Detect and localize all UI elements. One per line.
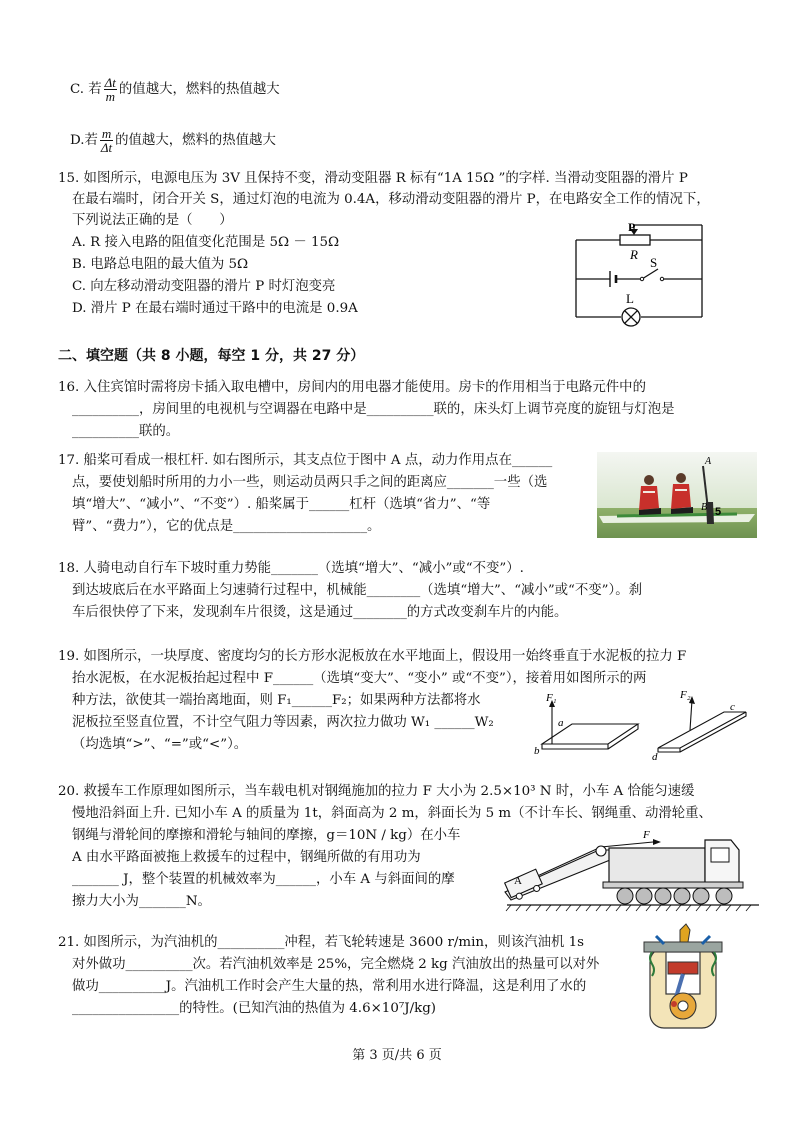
section-title: 二、填空题（共 8 小题，每空 1 分，共 27 分） — [58, 348, 365, 364]
q14-d-text: 的值越大，燃料的热值越大 — [115, 133, 276, 148]
q15-option-c: C. 向左移动滑动变阻器的滑片 P 时灯泡变亮 — [72, 279, 336, 294]
boat-number: 5 — [715, 506, 722, 518]
q20-line1: 20. 救援车工作原理如图所示，当车载电机对钢绳施加的拉力 F 大小为 2.5×10³ N 时，小车 A 恰能匀速缓 — [58, 784, 695, 799]
q19-line1: 19. 如图所示，一块厚度、密度均匀的长方形水泥板放在水平地面上，假设用一始终垂直于水泥板的拉力 F — [58, 649, 687, 664]
q18-line2: 到达坡底后在水平路面上匀速骑行过程中，机械能________（选填“增大”、“减小”或“不变”）。刹 — [72, 583, 642, 598]
q17-line4: 臂”、“费力”），它的优点是____________________。 — [72, 519, 381, 534]
fraction-numerator: m — [101, 126, 112, 141]
label-l: L — [626, 291, 634, 306]
label-f1: F₁ — [546, 692, 557, 704]
q20-line2: 慢地沿斜面上升. 已知小车 A 的质量为 1t，斜面高为 2 m，斜面长为 5 m（不计车长、钢绳重、动滑轮重、 — [72, 806, 712, 821]
q16-line3: __________联的。 — [72, 424, 180, 439]
q21-line2: 对外做功__________次。若汽油机效率是 25%，完全燃烧 2 kg 汽油放出的热量可以对外 — [72, 957, 600, 972]
q20-line3: 钢绳与滑轮间的摩擦和滑轮与轴间的摩擦，g＝10N / kg）在小车 — [72, 828, 461, 843]
q19-line5: （均选填“>”、“=”或“<”）。 — [72, 737, 248, 752]
q21-line3: 做功__________J。汽油机工作时会产生大量的热，常利用水进行降温，这是利用了水的 — [72, 979, 587, 994]
q14-option-c — [70, 76, 280, 103]
label-b: B — [701, 502, 708, 513]
q14-d-prefix: D.若 — [70, 133, 98, 148]
q19-line2: 抬水泥板，在水泥板抬起过程中 F______（选填“变大”、“变小” 或“不变”），接着用如图所示的两 — [72, 671, 647, 686]
q18-line3: 车后很快停了下来，发现刹车片很烫，这是通过________的方式改变刹车片的内能。 — [72, 605, 568, 620]
label-f: F — [643, 829, 650, 841]
q15-stem-line3: 下列说法正确的是（ ） — [72, 213, 233, 228]
q20-line5: _______ J，整个装置的机械效率为______，小车 A 与斜面间的摩 — [72, 872, 455, 887]
q16-line2: __________，房间里的电视机与空调器在电路中是__________联的，床头灯上调节亮度的旋钮与灯泡是 — [72, 402, 675, 417]
q15-stem-line1: 15. 如图所示，电源电压为 3V 且保持不变，滑动变阻器 R 标有“1A 15Ω ”的字样. 当滑动变阻器的滑片 P — [58, 171, 688, 186]
q17-line3: 填“增大”、“减小”、“不变”）. 船桨属于______杠杆（选填“省力”、“等 — [72, 497, 491, 512]
q21-line4: ________________的特性。(已知汽油的热值为 4.6×10⁷J/kg) — [72, 1001, 437, 1016]
q20-rescue-truck-diagram — [503, 826, 763, 916]
q19-slab-diagram — [530, 688, 770, 764]
label-r: R — [630, 247, 638, 262]
label-car-a: A — [514, 875, 522, 887]
label-c: c — [730, 701, 735, 713]
page-number: 第 3 页/共 6 页 — [352, 1048, 442, 1063]
q15-option-d: D. 滑片 P 在最右端时通过干路中的电流是 0.9A — [72, 301, 358, 316]
fraction-denominator: m — [105, 89, 115, 104]
q18-line1: 18. 人骑电动自行车下坡时重力势能_______（选填“增大”、“减小”或“不变”）. — [58, 561, 524, 576]
q14-d-fraction — [100, 127, 113, 154]
fraction-numerator: Δt — [104, 75, 116, 90]
q20-line4: A 由水平路面被拖上救援车的过程中，钢绳所做的有用功为 — [72, 850, 421, 865]
q17-line1: 17. 船桨可看成一根杠杆. 如右图所示，其支点位于图中 A 点，动力作用点在______ — [58, 453, 553, 468]
q15-circuit-diagram — [570, 220, 710, 328]
q20-line6: 擦力大小为_______N。 — [72, 894, 211, 909]
label-b: b — [534, 745, 540, 757]
q15-option-b: B. 电路总电阻的最大值为 5Ω — [72, 257, 249, 272]
q17-rowing-photo — [597, 452, 757, 538]
q14-c-prefix: C. 若 — [70, 82, 102, 97]
label-p: P — [628, 220, 636, 234]
q16-line1: 16. 入住宾馆时需将房卡插入取电槽中，房间内的用电器才能使用。房卡的作用相当于电路元件中的 — [58, 380, 646, 395]
label-f2: F₂ — [680, 689, 691, 701]
label-a: a — [558, 717, 564, 729]
q15-option-a: A. R 接入电路的阻值变化范围是 5Ω － 15Ω — [72, 235, 340, 250]
q19-line4: 泥板拉至竖直位置，不计空气阻力等因素，两次拉力做功 W₁ ______W₂ — [72, 715, 494, 730]
q14-c-fraction — [104, 76, 117, 103]
label-d: d — [652, 751, 658, 763]
label-s: S — [650, 255, 658, 270]
q17-line2: 点，要使划船时所用的力小一些，则运动员两只手之间的距离应_______一些（选 — [72, 475, 548, 490]
q21-line1: 21. 如图所示，为汽油机的__________冲程，若飞轮转速是 3600 r/min，则该汽油机 1s — [58, 935, 585, 950]
q14-option-d — [70, 127, 276, 154]
q15-stem-line2: 在最右端时，闭合开关 S，通过灯泡的电流为 0.4A，移动滑动变阻器的滑片 P，在电路安全工作的情况下， — [72, 192, 710, 207]
label-a: A — [705, 456, 712, 467]
q14-c-text: 的值越大，燃料的热值越大 — [118, 82, 280, 97]
q19-line3: 种方法，欲使其一端抬离地面，则 F₁______F₂；如果两种方法都将水 — [72, 693, 481, 708]
fraction-denominator: Δt — [100, 140, 113, 155]
q21-engine-diagram — [636, 922, 732, 1034]
